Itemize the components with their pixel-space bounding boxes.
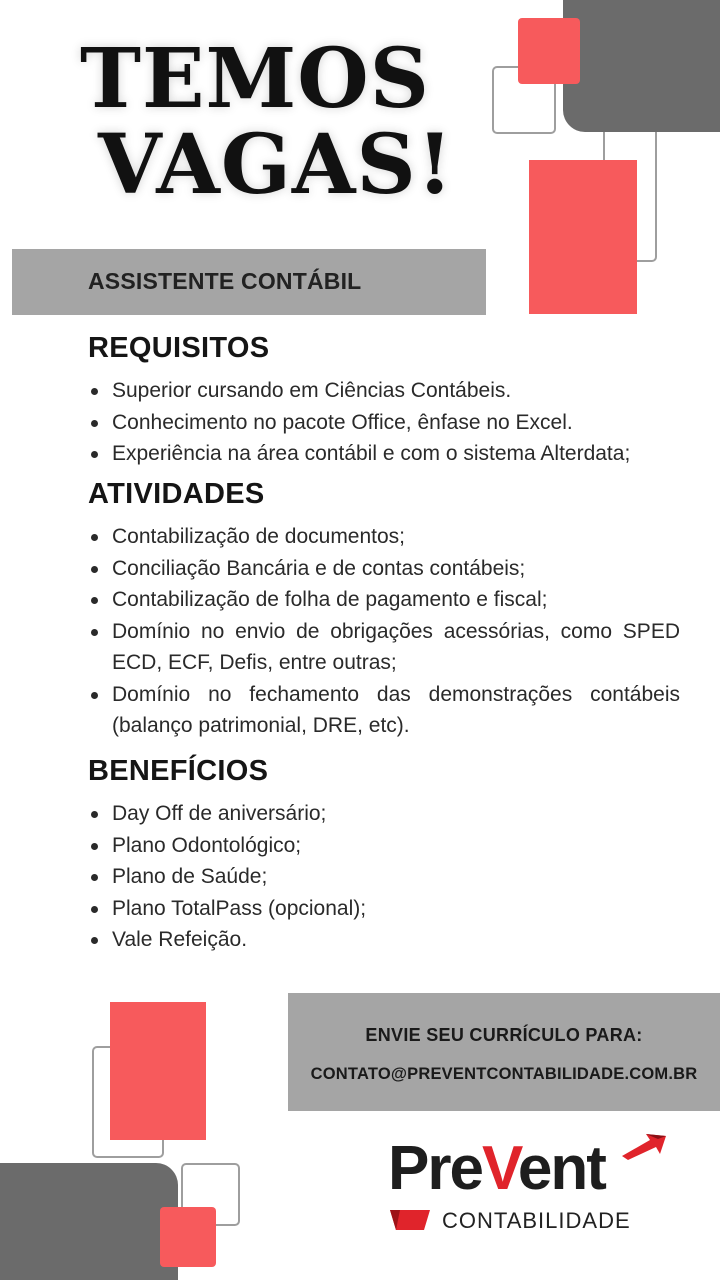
headline-line-1: TEMOS: [80, 31, 430, 127]
headline: [70, 31, 470, 213]
headline-line-2: VAGAS!: [98, 117, 454, 213]
beneficios-list: [88, 798, 488, 956]
prevent-logo: [388, 1130, 678, 1240]
logo-word-part-3: ent: [517, 1134, 605, 1203]
list-item: Contabilização de documentos;: [88, 521, 680, 553]
list-item: Superior cursando em Ciências Contábeis.: [88, 375, 720, 407]
requisitos-heading: REQUISITOS: [88, 332, 270, 364]
logo-word-part-1: Pre: [388, 1134, 482, 1203]
list-item: Domínio no envio de obrigações acessórias, como SPED ECD, ECF, Defis, entre outras;: [88, 616, 680, 679]
logo-swoosh-icon: [620, 1130, 668, 1160]
list-item: Plano Odontológico;: [88, 830, 488, 862]
logo-wordmark: [388, 1136, 605, 1202]
decorative-gray-block-top: [563, 0, 720, 132]
list-item: Conhecimento no pacote Office, ênfase no Excel.: [88, 407, 720, 439]
decorative-red-square-bottom: [160, 1207, 216, 1267]
beneficios-heading: BENEFÍCIOS: [88, 755, 269, 787]
list-item: Day Off de aniversário;: [88, 798, 488, 830]
list-item: Conciliação Bancária e de contas contábeis;: [88, 553, 680, 585]
job-title: ASSISTENTE CONTÁBIL: [88, 268, 362, 294]
contact-email-link[interactable]: CONTATO@PREVENTCONTABILIDADE.COM.BR: [310, 1065, 698, 1083]
decorative-red-square-top: [518, 18, 580, 84]
atividades-list: [88, 521, 680, 742]
logo-subtitle: CONTABILIDADE: [442, 1208, 631, 1233]
decorative-red-rectangle-bottom: [110, 1002, 206, 1140]
contact-panel: [288, 993, 720, 1111]
list-item: Plano de Saúde;: [88, 861, 488, 893]
list-item: Plano TotalPass (opcional);: [88, 893, 488, 925]
decorative-red-rectangle-top: [529, 160, 637, 314]
logo-red-bar-icon: [390, 1210, 430, 1230]
decorative-gray-block-bottom: [0, 1163, 178, 1280]
requisitos-list: [88, 375, 720, 470]
list-item: Domínio no fechamento das demonstrações contábeis (balanço patrimonial, DRE, etc).: [88, 679, 680, 742]
contact-label: ENVIE SEU CURRÍCULO PARA:: [365, 1025, 643, 1045]
list-item: Vale Refeição.: [88, 924, 488, 956]
logo-word-part-2: V: [481, 1134, 518, 1203]
atividades-heading: ATIVIDADES: [88, 478, 265, 510]
list-item: Contabilização de folha de pagamento e fiscal;: [88, 584, 680, 616]
list-item: Experiência na área contábil e com o sistema Alterdata;: [88, 438, 720, 470]
